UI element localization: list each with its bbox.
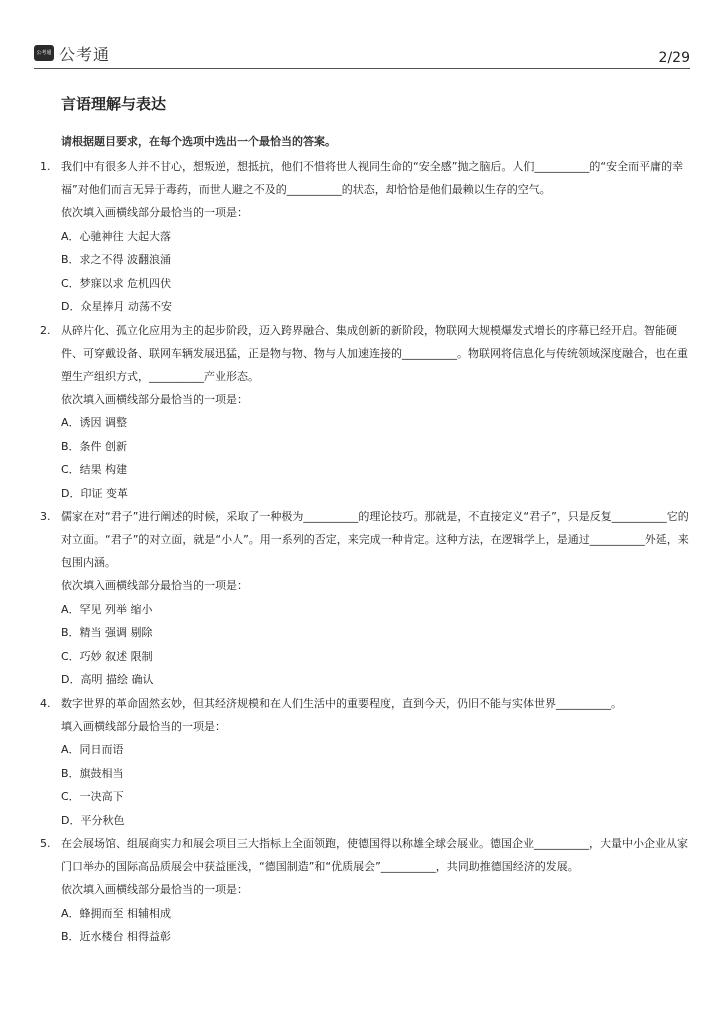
question-list bbox=[40, 155, 690, 949]
answer-option[interactable]: A．诱因 调整 bbox=[61, 416, 128, 429]
question-stem bbox=[40, 505, 690, 574]
answer-option[interactable]: D．印证 变革 bbox=[61, 486, 128, 500]
answer-option[interactable]: D．高明 描绘 确认 bbox=[61, 673, 154, 686]
question-stem bbox=[40, 155, 690, 201]
answer-option[interactable]: C．结果 构建 bbox=[61, 463, 128, 476]
answer-option[interactable]: C．一决高下 bbox=[61, 790, 124, 803]
question-prompt: 依次填入画横线部分最恰当的一项是： bbox=[61, 579, 248, 592]
answer-option[interactable]: D．平分秋色 bbox=[61, 813, 125, 827]
section-title: 言语理解与表达 bbox=[61, 95, 167, 113]
brand-logo bbox=[34, 43, 110, 63]
question-stem bbox=[40, 319, 690, 388]
answer-option[interactable]: B．近水楼台 相得益彰 bbox=[61, 930, 172, 943]
question-number: 4. bbox=[40, 696, 51, 710]
answer-option[interactable]: A．心驰神往 大起大落 bbox=[61, 229, 172, 243]
question-number: 2. bbox=[40, 323, 51, 337]
answer-option[interactable]: B．求之不得 波翻浪涌 bbox=[61, 253, 172, 266]
question-stem-text: 数字世界的革命固然玄妙，但其经济规模和在人们生活中的重要程度，直到今天，仍旧不能与实体世界__________。 bbox=[61, 696, 622, 710]
page-header bbox=[34, 40, 690, 70]
question-stem-text: 儒家在对“君子”进行阐述的时候，采取了一种极为__________的理论技巧。那就是，不直接定义“君子”，只是反复__________它的对立面。“君子”的对立面，就是“小人”。用一系列的否定，来完成一种肯定。这种方法，在逻辑学上，是通过__________外延，来包围内涵。 bbox=[61, 510, 689, 569]
question-stem bbox=[40, 692, 690, 715]
answer-option[interactable]: B．旗鼓相当 bbox=[61, 766, 124, 780]
question-stem bbox=[40, 832, 690, 878]
instruction-text: 请根据题目要求，在每个选项中选出一个最恰当的答案。 bbox=[61, 135, 336, 148]
answer-option[interactable]: B．精当 强调 剔除 bbox=[61, 626, 153, 639]
question-stem-text: 在会展场馆、组展商实力和展会项目三大指标上全面领跑，使德国得以称雄全球会展业。德国企业__________，大量中小企业从家门口举办的国际高品质展会中获益匪浅，“德国制造”和“优质展会”__________，共同助推德国经济的发展。 bbox=[61, 837, 688, 873]
question-1 bbox=[40, 155, 690, 319]
question-prompt: 依次填入画横线部分最恰当的一项是： bbox=[61, 392, 248, 406]
question-3 bbox=[40, 505, 690, 692]
answer-option[interactable]: C．梦寐以求 危机四伏 bbox=[61, 276, 172, 290]
answer-option[interactable]: D．众星捧月 动荡不安 bbox=[61, 300, 172, 313]
answer-option[interactable]: A．罕见 列举 缩小 bbox=[61, 602, 153, 616]
answer-option[interactable]: C．巧妙 叙述 限制 bbox=[61, 649, 153, 663]
question-prompt: 依次填入画横线部分最恰当的一项是： bbox=[61, 883, 248, 896]
question-prompt: 填入画横线部分最恰当的一项是： bbox=[61, 719, 226, 733]
header-divider bbox=[34, 68, 690, 69]
question-5 bbox=[40, 832, 690, 949]
answer-option[interactable]: A．同日而语 bbox=[61, 743, 124, 756]
question-stem-text: 我们中有很多人并不甘心，想叛逆，想抵抗，他们不惜将世人视同生命的“安全感”抛之脑后。人们__________的“安全而平庸的幸福”对他们而言无异于毒药，而世人避之不及的__________的状态，却恰恰是他们最赖以生存的空气。 bbox=[61, 160, 684, 196]
logo-icon: 公考通 bbox=[34, 45, 54, 61]
document-body bbox=[40, 93, 690, 949]
question-stem-text: 从碎片化、孤立化应用为主的起步阶段，迈入跨界融合、集成创新的新阶段，物联网大规模爆发式增长的序幕已经开启。智能硬件、可穿戴设备、联网车辆发展迅猛，正是物与物、物与人加速连接的__________。物联网将信息化与传统领域深度融合，也在重塑生产组织方式，__________产业形态。 bbox=[61, 323, 688, 383]
question-number: 3. bbox=[40, 510, 51, 523]
answer-option[interactable]: B．条件 创新 bbox=[61, 439, 128, 453]
page-number: 2/29 bbox=[658, 50, 690, 66]
question-2 bbox=[40, 319, 690, 506]
question-number: 5. bbox=[40, 837, 51, 850]
brand-name: 公考通 bbox=[59, 44, 111, 64]
question-prompt: 依次填入画横线部分最恰当的一项是： bbox=[61, 206, 248, 219]
answer-option[interactable]: A．蜂拥而至 相辅相成 bbox=[61, 906, 172, 920]
question-number: 1. bbox=[40, 160, 51, 173]
question-4 bbox=[40, 692, 690, 833]
